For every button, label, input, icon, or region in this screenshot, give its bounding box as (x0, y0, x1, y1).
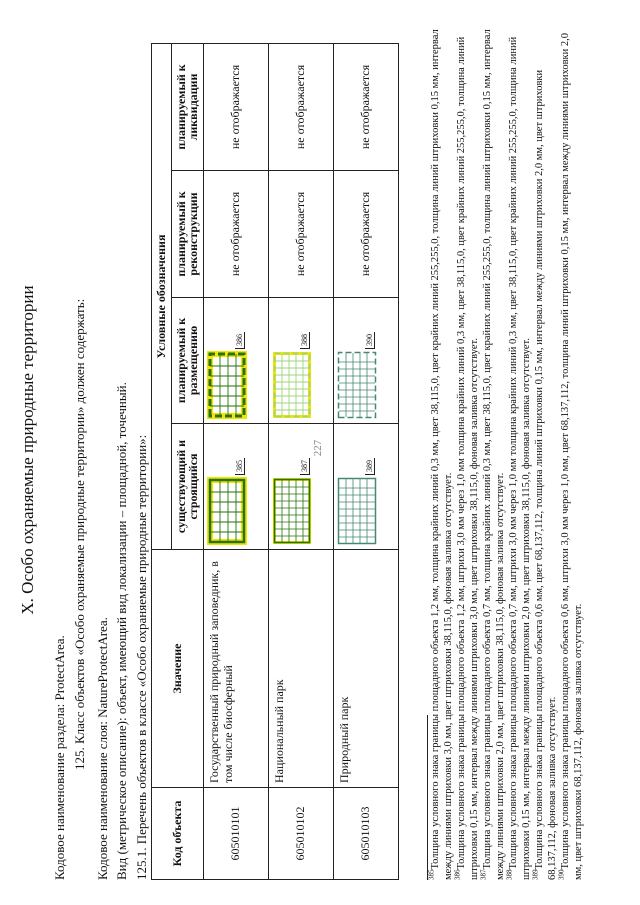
reserve-planned-symbol-icon (207, 351, 247, 419)
footnote-number: 388 (505, 869, 514, 880)
footnote-ref: 385 (235, 458, 245, 475)
footnote (479, 22, 507, 880)
footnote-text: Толщина условного знака границы площадного объекта 0,6 мм, штрихи 3,0 мм через 1,0 мм, цвет 68,137,112, толщина линий штриховки 0,15 мм, интервал между линиями штриховки 2,0 мм, цвет штриховки 68,137,112, фоновая заливка отсутствует. (560, 32, 584, 880)
symbol-cell-planned (203, 298, 268, 424)
liquidation-symbol: не отображается (203, 44, 268, 171)
object-value: Природный парк (333, 550, 398, 788)
nature-park-planned-symbol-icon (337, 351, 377, 419)
footnote-number: 387 (479, 869, 488, 880)
reconstruction-symbol: не отображается (333, 171, 398, 298)
header-code: Код объекта (152, 788, 204, 880)
header-value: Значение (152, 550, 204, 788)
footnote (427, 22, 455, 880)
symbol-cell-existing (268, 424, 333, 550)
table-row (268, 44, 333, 880)
national-park-planned-symbol-icon (272, 351, 312, 419)
symbol-cell-existing (333, 424, 398, 550)
object-value: Национальный парк (268, 550, 333, 788)
table-row (203, 44, 268, 880)
footnote-number: 390 (557, 869, 566, 880)
footnote (505, 22, 533, 880)
object-code: 605010102 (268, 788, 333, 880)
table-row (333, 44, 398, 880)
header-planned-placement: планируемый к размещению (171, 298, 203, 424)
header-planned-liquidation: планируемый к ликвидации (171, 44, 203, 171)
class-title: 125. Класс объектов «Особо охраняемые природные территории» должен содержать: (72, 298, 87, 770)
symbol-cell-planned (268, 298, 333, 424)
section-heading: X. Особо охраняемые природные территории (18, 285, 37, 615)
footnotes (427, 22, 586, 880)
national-park-existing-symbol-icon (272, 477, 312, 545)
footnote (557, 22, 585, 880)
footnote-text: Толщина условного знака границы площадного объекта 0,7 мм, штрихи 3,0 мм через 1,0 мм толщина крайних линий 0,3 мм, цвет 38,115,0, цвет крайних линий 255,255,0, толщина линий штриховки 0,15 мм, интервал между линиями штриховки 2,0 мм, цвет штриховки 38,115,0, фоновая заливка отсутствует. (508, 36, 532, 880)
footnote-separator (427, 715, 428, 880)
footnote-number: 385 (427, 869, 436, 880)
footnote-text: Толщина условного знака границы площадного объекта 0,7 мм, толщина крайних линий 0,3 мм, цвет 38,115,0, цвет крайних линий 255,255,0, толщина линий штриховки 0,15 мм, интервал между линиями штриховки 2,0 мм, цвет штриховки 38,115,0, фоновая заливка отсутствует. (482, 29, 506, 880)
footnote-ref: 386 (235, 332, 245, 349)
rotated-page-content (10, 10, 630, 890)
header-existing: существующий и строящийся (171, 424, 203, 550)
section-code-line: Кодовое наименование раздела: ProtectArea. (52, 635, 67, 880)
header-symbols-group: Условные обозначения (152, 44, 172, 550)
footnote-number: 389 (531, 869, 540, 880)
footnote-ref: 387 (300, 458, 310, 475)
reconstruction-symbol: не отображается (203, 171, 268, 298)
layer-code-line: Кодовое наименование слоя: NatureProtectArea. (95, 617, 110, 880)
object-code: 605010101 (203, 788, 268, 880)
footnote-ref: 389 (365, 458, 375, 475)
footnote (531, 22, 559, 880)
liquidation-symbol: не отображается (268, 44, 333, 171)
header-planned-reconstruction: планируемый к реконструкции (171, 171, 203, 298)
footnote-number: 386 (453, 869, 462, 880)
footnote-text: Толщина условного знака границы площадного объекта 1,2 мм, толщина крайних линий 0,3 мм, цвет 38,115,0, цвет крайних линий 255,255,0, толщина линий штриховки 0,15 мм, интервал между линиями штриховки 3,0 мм, цвет штриховки 38,115,0, фоновая заливка отсутствует. (430, 29, 454, 880)
footnote-text: Толщина условного знака границы площадного объекта 0,6 мм, цвет 68,137,112, толщина линий штриховки 0,15 мм, интервал между линиями штриховки 2,0 мм, цвет штриховки 68,137,112, фоновая заливка отсутствует. (534, 69, 558, 880)
nature-park-existing-symbol-icon (337, 477, 377, 545)
footnote-ref: 390 (365, 332, 375, 349)
geometry-line: Вид (метрическое описание): объект, имеющий вид локализации – площадной, точечный. (114, 382, 129, 880)
page-number: 227 (312, 439, 324, 457)
footnote (453, 22, 481, 880)
liquidation-symbol: не отображается (333, 44, 398, 171)
symbol-cell-planned (333, 298, 398, 424)
object-value: Государственный природный заповедник, в том числе биосферный (203, 550, 268, 788)
footnote-ref: 388 (300, 332, 310, 349)
list-intro: 125.1. Перечень объектов в классе «Особо охраняемые природные территории»: (134, 434, 149, 880)
reserve-existing-symbol-icon (207, 477, 247, 545)
footnote-text: Толщина условного знака границы площадного объекта 1,2 мм, штрихи 3,0 мм через 1,0 мм толщина крайних линий 0,3 мм, цвет 38,115,0, цвет крайних линий 255,255,0, толщина линий штриховки 0,15 мм, интервал между линиями штриховки 3,0 мм, цвет штриховки 38,115,0, фоновая заливка отсутствует. (456, 36, 480, 880)
objects-table (151, 43, 399, 880)
symbol-cell-existing (203, 424, 268, 550)
reconstruction-symbol: не отображается (268, 171, 333, 298)
object-code: 605010103 (333, 788, 398, 880)
